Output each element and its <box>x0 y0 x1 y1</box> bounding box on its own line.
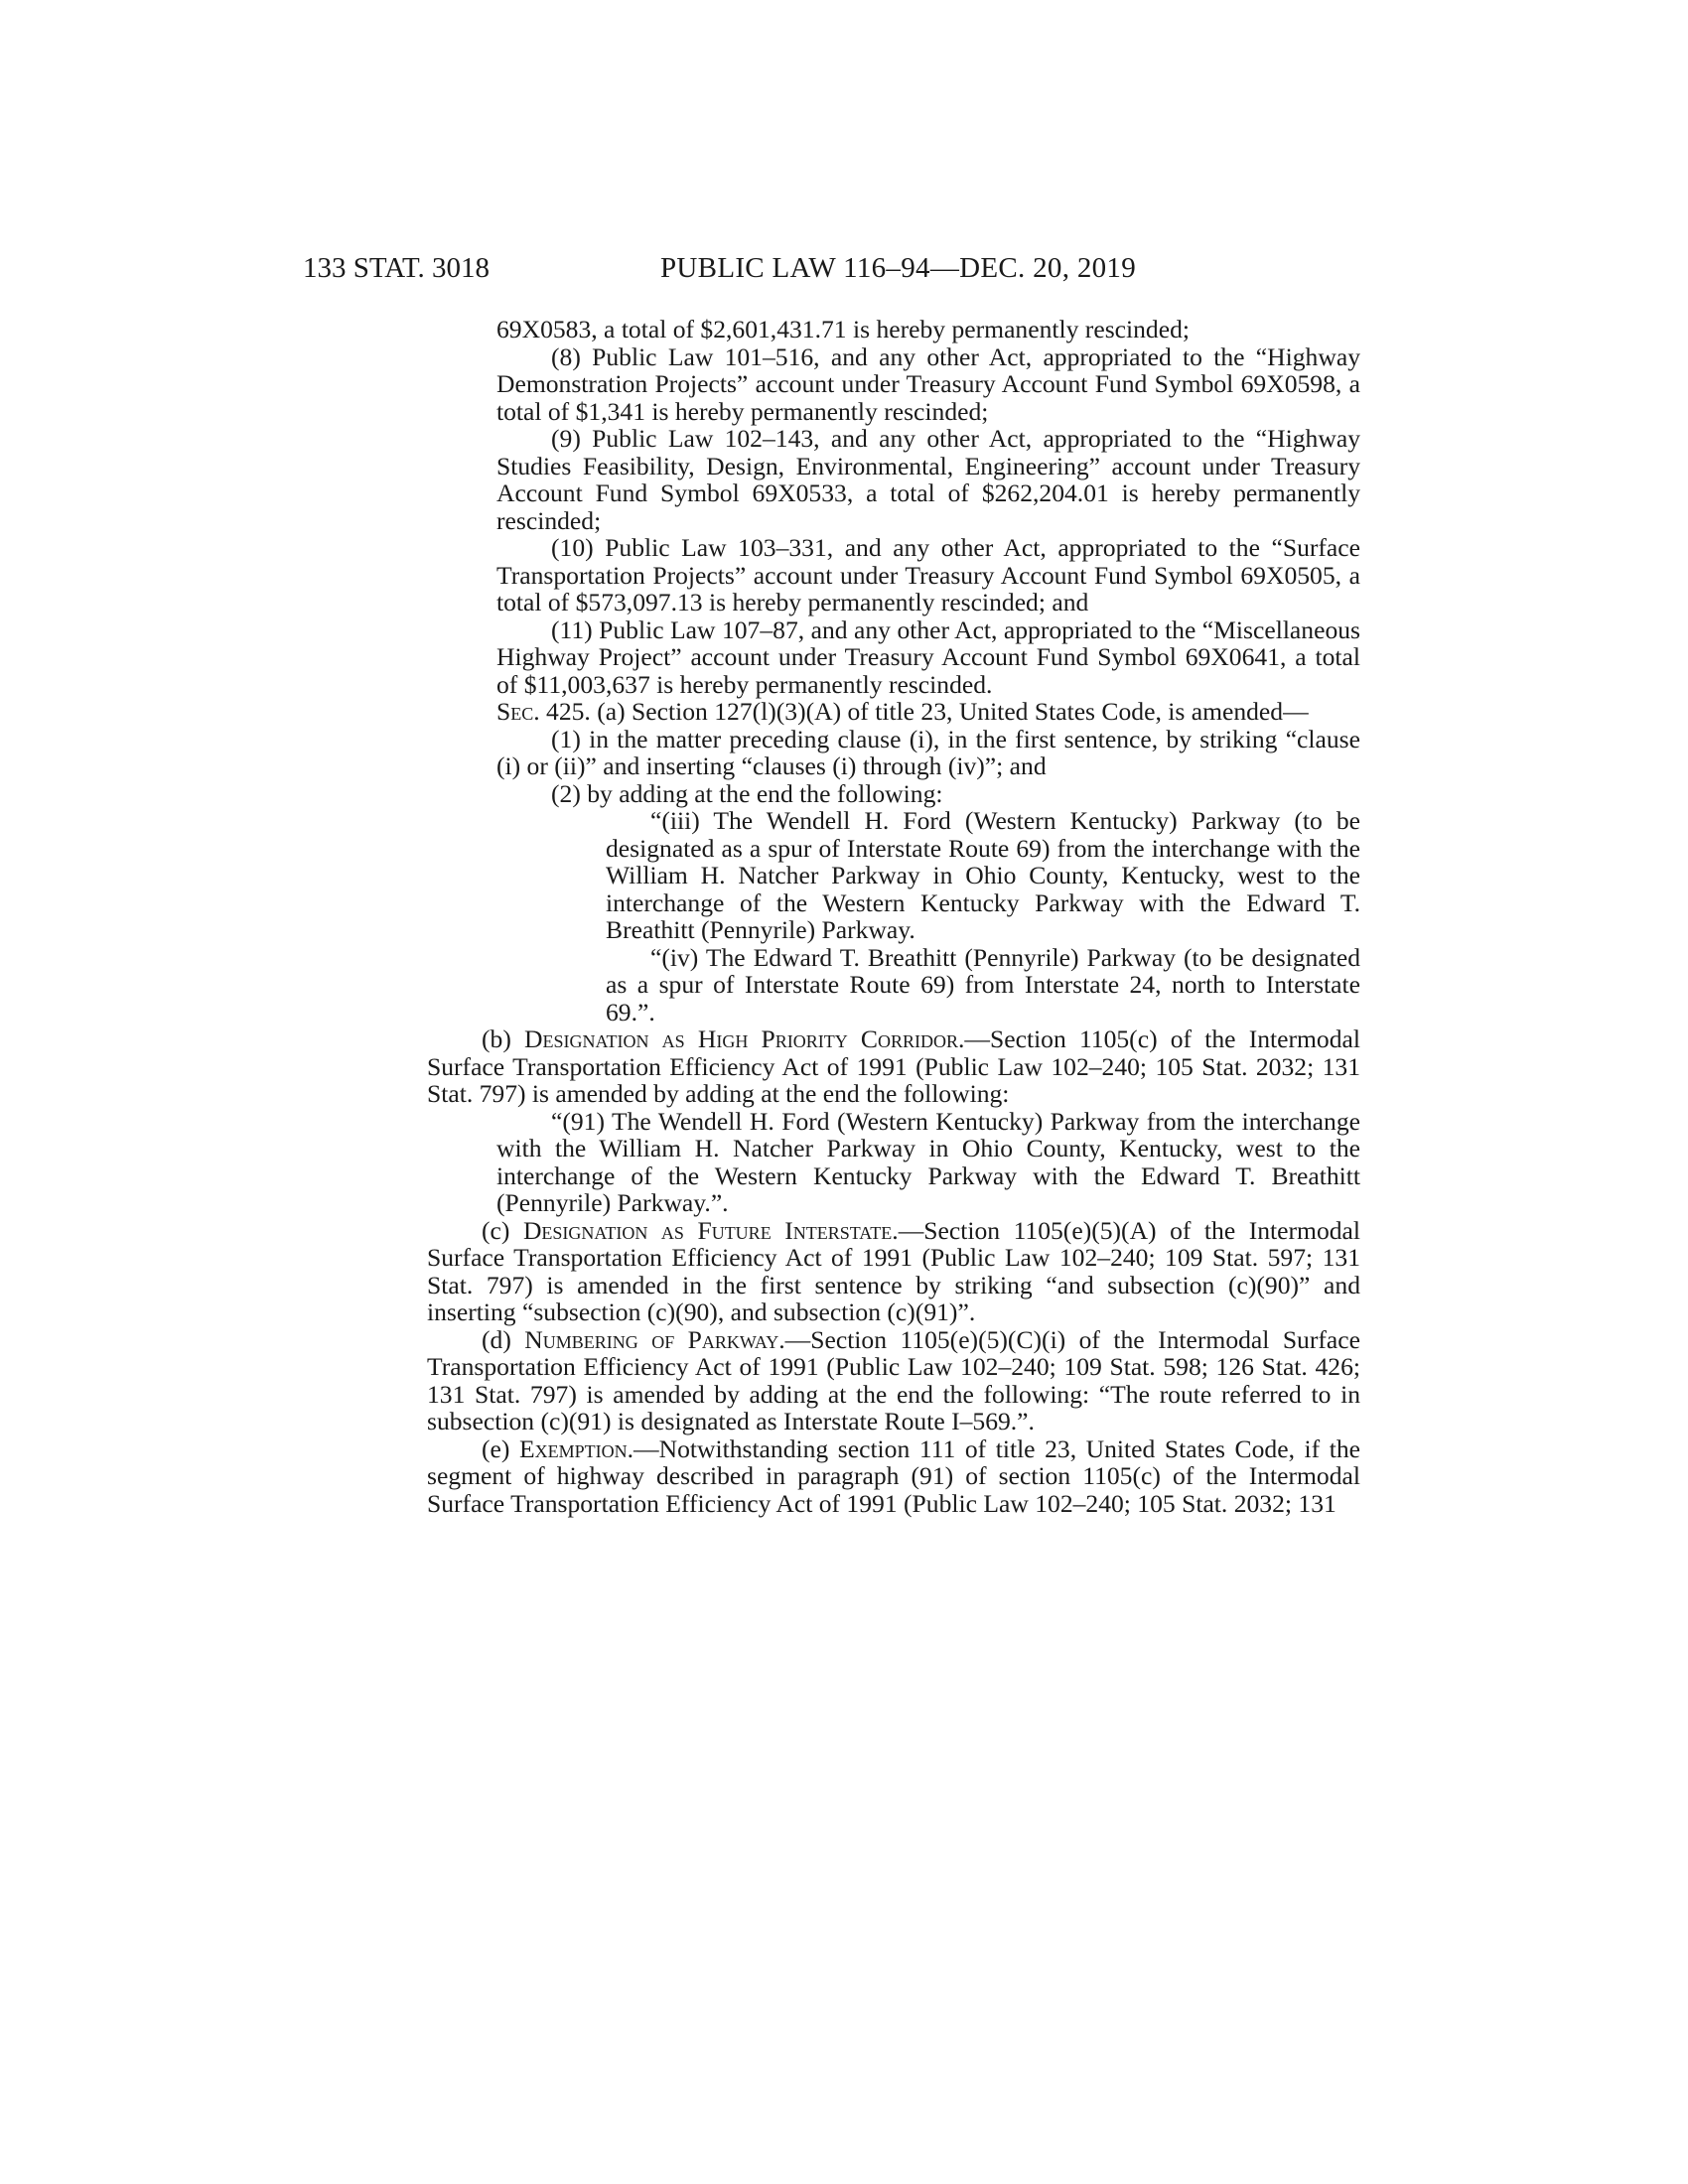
amendment-2: (2) by adding at the end the following: <box>551 778 943 808</box>
paragraph-7-continued: 69X0583, a total of $2,601,431.71 is hereby permanently rescinded; <box>496 315 1190 343</box>
document-body <box>427 315 1361 1518</box>
statute-page-reference: 133 STAT. 3018 <box>303 252 491 284</box>
public-law-title: PUBLIC LAW 116–94—DEC. 20, 2019 <box>660 252 1137 284</box>
subsection-b-label: (b) <box>482 1024 525 1053</box>
subsection-e <box>427 1435 1360 1518</box>
subsection-b-heading: Designation as High Priority Corridor. <box>524 1024 965 1053</box>
subsection-e-label: (e) <box>482 1433 519 1463</box>
subsection-d-heading: Numbering of Parkway. <box>524 1324 785 1354</box>
clause-iv: “(iv) The Edward T. Breathitt (Pennyrile) Parkway (to be designated as a spur of Interstate Route 69) from Interstate 24, north to Interstate 69.”. <box>606 942 1360 1026</box>
paragraph-10: (10) Public Law 103–331, and any other Act, appropriated to the “Surface Transportation Projects” account under Treasury Account Fund Symbol 69X0505, a total of $573,097.13 is hereby permanently rescinded; and <box>496 533 1360 616</box>
subsection-b-text: —Section 1105(c) of the Intermodal Surface Transportation Efficiency Act of 1991 (Public Law 102–240; 105 Stat. 2032; 131 Stat. 797) is amended by adding at the end the following: <box>427 1024 1360 1108</box>
paragraph-11: (11) Public Law 107–87, and any other Act, appropriated to the “Miscellaneous Highway Project” account under Treasury Account Fund Symbol 69X0641, a total of $11,003,637 is hereby permanently rescinded. <box>496 614 1360 699</box>
subsection-c-text: —Section 1105(e)(5)(A) of the Intermodal Surface Transportation Efficiency Act of 1991 (Public Law 102–240; 109 Stat. 597; 131 Stat. 797) is amended in the first sentence by striking “and subsection (c)(90)” and inserting “subsection (c)(90), and subsection (c)(91)”. <box>427 1215 1361 1326</box>
subsection-c-label: (c) <box>482 1215 523 1245</box>
paragraph-91-quote: “(91) The Wendell H. Ford (Western Kentucky) Parkway from the interchange with the William H. Natcher Parkway in Ohio County, Kentucky, west to the interchange of the Western Kentucky Parkway with the Edward T. Breathitt (Pennyrile) Parkway.”. <box>496 1106 1360 1217</box>
subsection-e-heading: Exemption. <box>518 1433 633 1463</box>
subsection-d-text: —Section 1105(e)(5)(C)(i) of the Intermodal Surface Transportation Efficiency Act of 1991 (Public Law 102–240; 109 Stat. 598; 126 Stat. 426; 131 Stat. 797) is amended by adding at the end the following: “The route referred to in subsection (c)(91) is designated as Interstate Route I–569.”. <box>427 1324 1360 1435</box>
section-label: Sec. <box>496 697 540 726</box>
subsection-c-heading: Designation as Future Interstate. <box>522 1215 899 1245</box>
subsection-b <box>427 1025 1360 1108</box>
clause-iii: “(iii) The Wendell H. Ford (Western Kentucky) Parkway (to be designated as a spur of Interstate Route 69) from the interchange with the William H. Natcher Parkway in Ohio County, Kentucky, west to the interchange of the Western Kentucky Parkway with the Edward T. Breathitt (Pennyrile) Parkway. <box>606 806 1360 944</box>
subsection-d <box>427 1326 1360 1435</box>
section-425 <box>427 698 1360 726</box>
page-header <box>303 248 1365 288</box>
paragraph-8: (8) Public Law 101–516, and any other Act, appropriated to the “Highway Demonstration Projects” account under Treasury Account Fund Symbol 69X0598, a total of $1,341 is hereby permanently rescinded; <box>496 341 1360 426</box>
paragraph-9: (9) Public Law 102–143, and any other Act, appropriated to the “Highway Studies Feasibility, Design, Environmental, Engineering” account under Treasury Account Fund Symbol 69X0533, a total of $262,204.01 is hereby permanently rescinded; <box>496 424 1360 535</box>
amendment-1: (1) in the matter preceding clause (i), in the first sentence, by striking “clause (i) or (ii)” and inserting “clauses (i) through (iv)”; and <box>496 724 1360 780</box>
subsection-e-text: —Notwithstanding section 111 of title 23, United States Code, if the segment of highway described in paragraph (91) of section 1105(c) of the Intermodal Surface Transportation Efficiency Act of 1991 (Public Law 102–240; 105 Stat. 2032; 131 <box>427 1433 1360 1518</box>
subsection-d-label: (d) <box>482 1324 525 1354</box>
section-425-text: 425. (a) Section 127(l)(3)(A) of title 23, United States Code, is amended— <box>539 697 1309 726</box>
subsection-c <box>427 1217 1360 1326</box>
